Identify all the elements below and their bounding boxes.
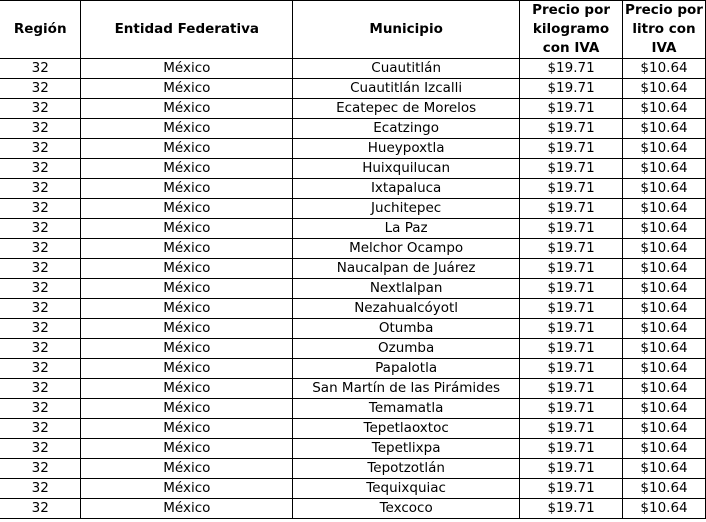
cell-precio-litro: $10.64 bbox=[623, 259, 706, 279]
cell-region: 32 bbox=[0, 419, 81, 439]
table-row bbox=[0, 359, 706, 379]
cell-municipio: Juchitepec bbox=[293, 199, 520, 219]
cell-municipio: Otumba bbox=[293, 319, 520, 339]
cell-region: 32 bbox=[0, 119, 81, 139]
cell-precio-litro: $10.64 bbox=[623, 99, 706, 119]
table-row bbox=[0, 259, 706, 279]
cell-entidad: México bbox=[81, 99, 293, 119]
cell-precio-litro: $10.64 bbox=[623, 199, 706, 219]
cell-entidad: México bbox=[81, 379, 293, 399]
cell-municipio: Temamatla bbox=[293, 399, 520, 419]
table-row bbox=[0, 179, 706, 199]
cell-entidad: México bbox=[81, 399, 293, 419]
table-row bbox=[0, 479, 706, 499]
cell-entidad: México bbox=[81, 119, 293, 139]
cell-precio-litro: $10.64 bbox=[623, 339, 706, 359]
header-row bbox=[0, 1, 706, 59]
cell-precio-litro: $10.64 bbox=[623, 279, 706, 299]
cell-precio-kg: $19.71 bbox=[520, 459, 623, 479]
cell-region: 32 bbox=[0, 179, 81, 199]
cell-precio-kg: $19.71 bbox=[520, 159, 623, 179]
cell-precio-litro: $10.64 bbox=[623, 159, 706, 179]
cell-precio-kg: $19.71 bbox=[520, 399, 623, 419]
cell-precio-litro: $10.64 bbox=[623, 139, 706, 159]
cell-region: 32 bbox=[0, 139, 81, 159]
cell-entidad: México bbox=[81, 259, 293, 279]
cell-region: 32 bbox=[0, 299, 81, 319]
cell-region: 32 bbox=[0, 99, 81, 119]
cell-municipio: Nezahualcóyotl bbox=[293, 299, 520, 319]
cell-precio-litro: $10.64 bbox=[623, 179, 706, 199]
table-row bbox=[0, 139, 706, 159]
table-row bbox=[0, 99, 706, 119]
cell-municipio: San Martín de las Pirámides bbox=[293, 379, 520, 399]
cell-entidad: México bbox=[81, 479, 293, 499]
cell-municipio: Ixtapaluca bbox=[293, 179, 520, 199]
table-body bbox=[0, 59, 706, 519]
cell-municipio: Tepetlixpa bbox=[293, 439, 520, 459]
cell-entidad: México bbox=[81, 439, 293, 459]
cell-precio-kg: $19.71 bbox=[520, 59, 623, 79]
table-row bbox=[0, 419, 706, 439]
table-row bbox=[0, 239, 706, 259]
cell-entidad: México bbox=[81, 279, 293, 299]
cell-entidad: México bbox=[81, 59, 293, 79]
cell-entidad: México bbox=[81, 499, 293, 519]
cell-municipio: La Paz bbox=[293, 219, 520, 239]
table-row bbox=[0, 199, 706, 219]
table-row bbox=[0, 319, 706, 339]
cell-municipio: Huixquilucan bbox=[293, 159, 520, 179]
cell-precio-litro: $10.64 bbox=[623, 359, 706, 379]
cell-entidad: México bbox=[81, 79, 293, 99]
cell-municipio: Nextlalpan bbox=[293, 279, 520, 299]
cell-entidad: México bbox=[81, 299, 293, 319]
table-row bbox=[0, 159, 706, 179]
table-row bbox=[0, 399, 706, 419]
table-row bbox=[0, 299, 706, 319]
cell-municipio: Tepetlaoxtoc bbox=[293, 419, 520, 439]
cell-precio-litro: $10.64 bbox=[623, 379, 706, 399]
cell-municipio: Ozumba bbox=[293, 339, 520, 359]
table-row bbox=[0, 79, 706, 99]
cell-precio-kg: $19.71 bbox=[520, 219, 623, 239]
cell-region: 32 bbox=[0, 79, 81, 99]
table-row bbox=[0, 379, 706, 399]
cell-municipio: Hueypoxtla bbox=[293, 139, 520, 159]
cell-precio-litro: $10.64 bbox=[623, 239, 706, 259]
cell-precio-litro: $10.64 bbox=[623, 79, 706, 99]
cell-region: 32 bbox=[0, 359, 81, 379]
cell-precio-kg: $19.71 bbox=[520, 179, 623, 199]
cell-municipio: Tequixquiac bbox=[293, 479, 520, 499]
cell-entidad: México bbox=[81, 179, 293, 199]
cell-precio-litro: $10.64 bbox=[623, 219, 706, 239]
cell-entidad: México bbox=[81, 319, 293, 339]
cell-precio-litro: $10.64 bbox=[623, 299, 706, 319]
cell-precio-kg: $19.71 bbox=[520, 299, 623, 319]
cell-precio-kg: $19.71 bbox=[520, 499, 623, 519]
cell-region: 32 bbox=[0, 439, 81, 459]
cell-precio-litro: $10.64 bbox=[623, 459, 706, 479]
cell-entidad: México bbox=[81, 459, 293, 479]
cell-municipio: Cuautitlán Izcalli bbox=[293, 79, 520, 99]
cell-precio-litro: $10.64 bbox=[623, 319, 706, 339]
cell-region: 32 bbox=[0, 459, 81, 479]
header-region: Región bbox=[0, 1, 81, 59]
header-precio-kg: Precio por kilogramo con IVA bbox=[520, 1, 623, 59]
cell-precio-litro: $10.64 bbox=[623, 439, 706, 459]
cell-precio-kg: $19.71 bbox=[520, 259, 623, 279]
table-row bbox=[0, 459, 706, 479]
cell-precio-litro: $10.64 bbox=[623, 479, 706, 499]
cell-municipio: Cuautitlán bbox=[293, 59, 520, 79]
table-row bbox=[0, 59, 706, 79]
table-row bbox=[0, 339, 706, 359]
cell-municipio: Naucalpan de Juárez bbox=[293, 259, 520, 279]
cell-entidad: México bbox=[81, 159, 293, 179]
table-row bbox=[0, 439, 706, 459]
cell-precio-kg: $19.71 bbox=[520, 479, 623, 499]
cell-precio-kg: $19.71 bbox=[520, 319, 623, 339]
cell-region: 32 bbox=[0, 199, 81, 219]
cell-precio-kg: $19.71 bbox=[520, 119, 623, 139]
cell-region: 32 bbox=[0, 499, 81, 519]
cell-region: 32 bbox=[0, 239, 81, 259]
cell-region: 32 bbox=[0, 279, 81, 299]
table-row bbox=[0, 219, 706, 239]
cell-municipio: Tepotzotlán bbox=[293, 459, 520, 479]
cell-precio-kg: $19.71 bbox=[520, 339, 623, 359]
cell-region: 32 bbox=[0, 379, 81, 399]
cell-precio-kg: $19.71 bbox=[520, 419, 623, 439]
cell-precio-litro: $10.64 bbox=[623, 59, 706, 79]
cell-entidad: México bbox=[81, 419, 293, 439]
cell-precio-kg: $19.71 bbox=[520, 239, 623, 259]
cell-entidad: México bbox=[81, 219, 293, 239]
cell-entidad: México bbox=[81, 359, 293, 379]
cell-municipio: Ecatepec de Morelos bbox=[293, 99, 520, 119]
cell-region: 32 bbox=[0, 219, 81, 239]
cell-precio-kg: $19.71 bbox=[520, 279, 623, 299]
cell-region: 32 bbox=[0, 479, 81, 499]
cell-precio-kg: $19.71 bbox=[520, 439, 623, 459]
table-row bbox=[0, 279, 706, 299]
cell-precio-kg: $19.71 bbox=[520, 199, 623, 219]
cell-entidad: México bbox=[81, 339, 293, 359]
cell-precio-kg: $19.71 bbox=[520, 79, 623, 99]
header-entidad: Entidad Federativa bbox=[81, 1, 293, 59]
cell-region: 32 bbox=[0, 259, 81, 279]
cell-region: 32 bbox=[0, 59, 81, 79]
cell-entidad: México bbox=[81, 239, 293, 259]
cell-precio-kg: $19.71 bbox=[520, 99, 623, 119]
cell-entidad: México bbox=[81, 199, 293, 219]
cell-region: 32 bbox=[0, 319, 81, 339]
cell-precio-litro: $10.64 bbox=[623, 419, 706, 439]
cell-precio-kg: $19.71 bbox=[520, 139, 623, 159]
cell-municipio: Melchor Ocampo bbox=[293, 239, 520, 259]
cell-precio-kg: $19.71 bbox=[520, 359, 623, 379]
cell-municipio: Papalotla bbox=[293, 359, 520, 379]
cell-precio-litro: $10.64 bbox=[623, 119, 706, 139]
cell-municipio: Ecatzingo bbox=[293, 119, 520, 139]
cell-precio-litro: $10.64 bbox=[623, 499, 706, 519]
cell-precio-litro: $10.64 bbox=[623, 399, 706, 419]
cell-region: 32 bbox=[0, 339, 81, 359]
cell-region: 32 bbox=[0, 399, 81, 419]
header-municipio: Municipio bbox=[293, 1, 520, 59]
cell-entidad: México bbox=[81, 139, 293, 159]
header-precio-litro: Precio por litro con IVA bbox=[623, 1, 706, 59]
table-row bbox=[0, 499, 706, 519]
cell-precio-kg: $19.71 bbox=[520, 379, 623, 399]
table-row bbox=[0, 119, 706, 139]
cell-region: 32 bbox=[0, 159, 81, 179]
cell-municipio: Texcoco bbox=[293, 499, 520, 519]
